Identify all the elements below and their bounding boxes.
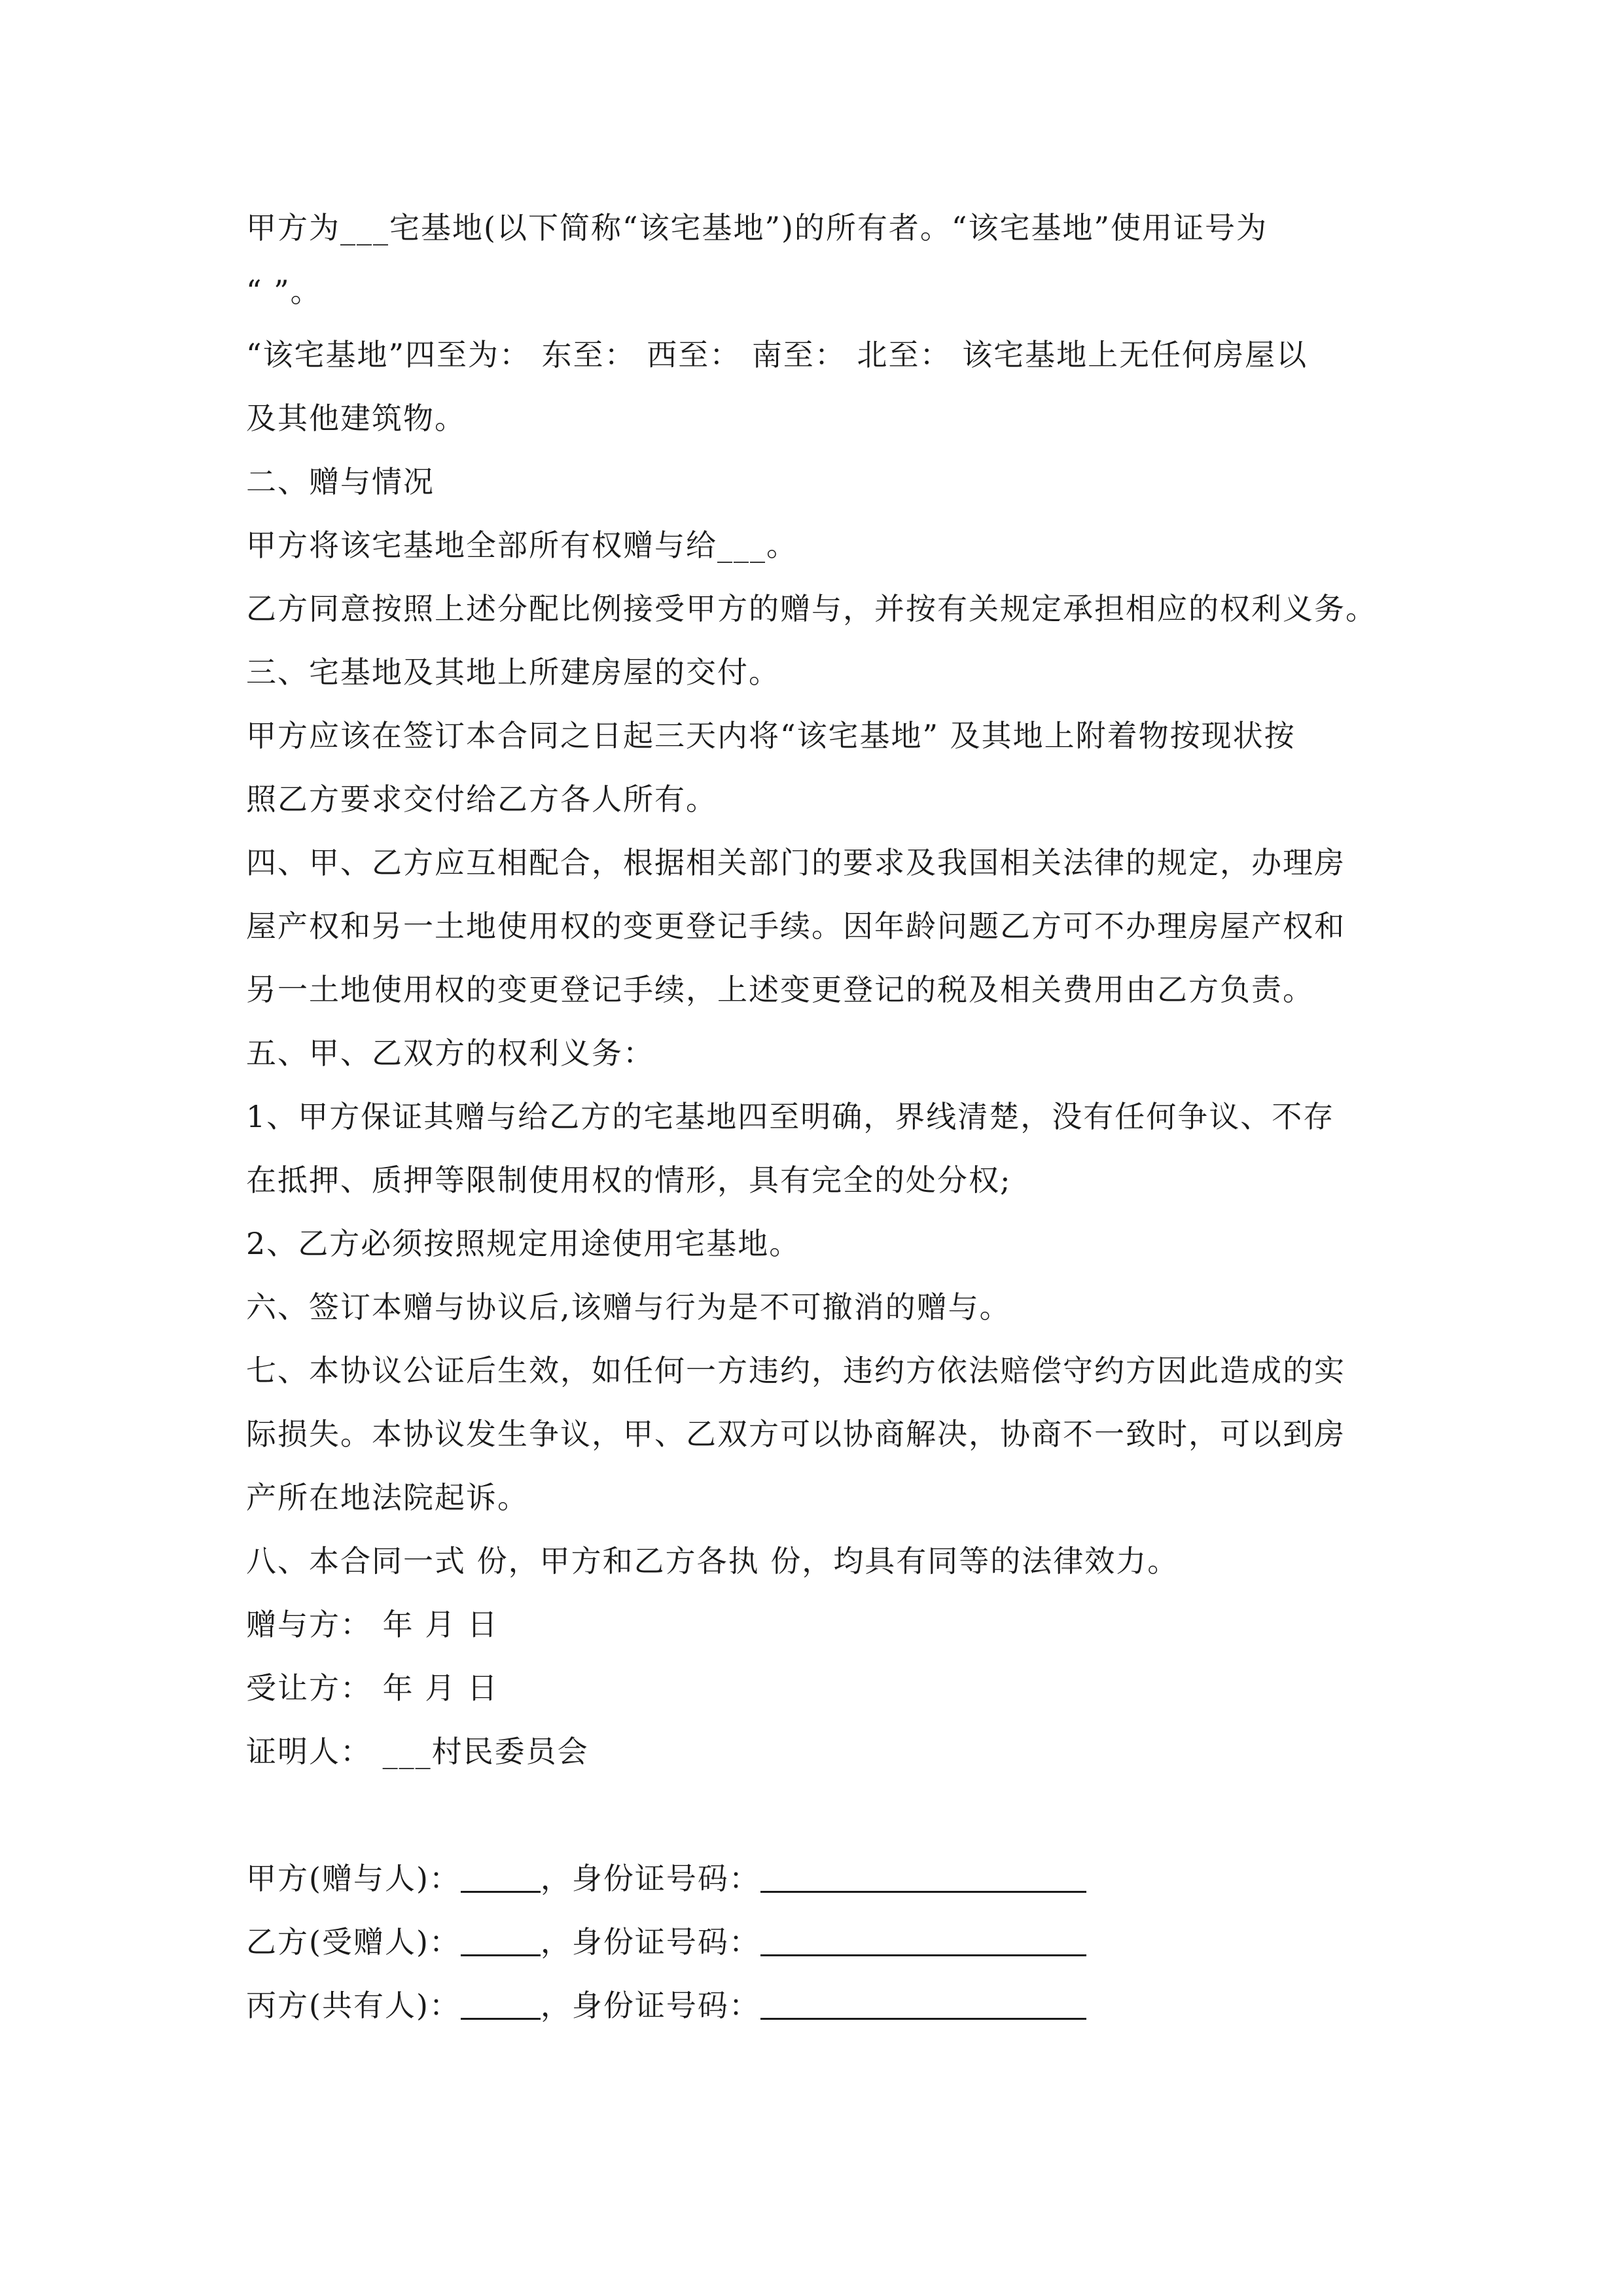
section-heading: 三、宅基地及其地上所建房屋的交付。	[246, 655, 780, 690]
id-label: ，身份证号码：	[540, 1924, 760, 1960]
id-number-blank	[760, 1865, 1086, 1893]
section-heading: 二、赠与情况	[246, 464, 435, 499]
paragraph-line: 六、签订本赠与协议后,该赠与行为是不可撤消的赠与。	[246, 1289, 1011, 1325]
paragraph-line: 甲方为___宅基地(以下简称“该宅基地”)的所有者。“该宅基地”使用证号为	[246, 210, 1268, 245]
paragraph-line: 照乙方要求交付给乙方各人所有。	[246, 781, 717, 817]
id-number-blank	[760, 1928, 1086, 1956]
paragraph-line: 四、甲、乙方应互相配合，根据相关部门的要求及我国相关法律的规定，办理房	[246, 845, 1346, 880]
paragraph-line: 甲方将该宅基地全部所有权赠与给___。	[246, 528, 798, 563]
paragraph-line: 八、本合同一式 份，甲方和乙方各执 份，均具有同等的法律效力。	[246, 1543, 1179, 1579]
paragraph-line: 际损失。本协议发生争议，甲、乙双方可以协商解决，协商不一致时，可以到房	[246, 1416, 1346, 1452]
paragraph-line: 1、甲方保证其赠与给乙方的宅基地四至明确，界线清楚，没有任何争议、不存	[246, 1099, 1335, 1134]
id-label: ，身份证号码：	[540, 1988, 760, 2023]
document-body	[246, 196, 1398, 2037]
party-label: 甲方(赠与人)：	[246, 1861, 461, 1896]
signature-row-party-b	[246, 1910, 1398, 1974]
name-blank	[461, 1865, 541, 1893]
paragraph-line: 屋产权和另一土地使用权的变更登记手续。因年龄问题乙方可不办理房屋产权和	[246, 908, 1346, 944]
section-heading: 五、甲、乙双方的权利义务：	[246, 1035, 654, 1071]
signature-row-party-c	[246, 1974, 1398, 2037]
paragraph-line: 另一土地使用权的变更登记手续，上述变更登记的税及相关费用由乙方负责。	[246, 972, 1314, 1007]
paragraph-line: 乙方同意按照上述分配比例接受甲方的赠与，并按有关规定承担相应的权利义务。	[246, 591, 1377, 626]
paragraph-line: 及其他建筑物。	[246, 401, 466, 436]
id-number-blank	[760, 1992, 1086, 2020]
paragraph-line: 产所在地法院起诉。	[246, 1480, 529, 1515]
paragraph-line: 七、本协议公证后生效，如任何一方违约，违约方依法赔偿守约方因此造成的实	[246, 1353, 1346, 1388]
paragraph-line: 在抵押、质押等限制使用权的情形，具有完全的处分权;	[246, 1162, 1012, 1198]
paragraph-line: 甲方应该在签订本合同之日起三天内将“该宅基地” 及其地上附着物按现状按	[246, 718, 1296, 753]
paragraph-line: 2、乙方必须按照规定用途使用宅基地。	[246, 1226, 801, 1261]
name-blank	[461, 1928, 541, 1956]
signing-line-donor: 赠与方： 年 月 日	[246, 1607, 499, 1642]
spacer	[246, 1784, 1398, 1847]
party-label: 乙方(受赠人)：	[246, 1924, 461, 1960]
party-label: 丙方(共有人)：	[246, 1988, 461, 2023]
paragraph-line: “ ”。	[246, 274, 322, 309]
id-label: ，身份证号码：	[540, 1861, 760, 1896]
signing-line-witness: 证明人： ___村民委员会	[246, 1734, 589, 1769]
signing-line-recipient: 受让方： 年 月 日	[246, 1670, 499, 1706]
name-blank	[461, 1992, 541, 2020]
paragraph-line: “该宅基地”四至为： 东至： 西至： 南至： 北至： 该宅基地上无任何房屋以	[246, 337, 1308, 372]
signature-row-party-a	[246, 1847, 1398, 1910]
